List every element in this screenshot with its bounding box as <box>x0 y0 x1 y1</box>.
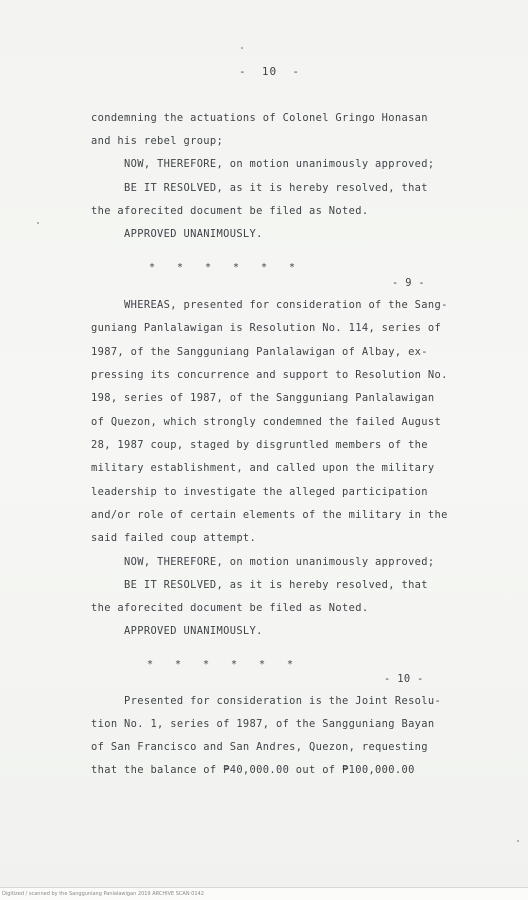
page-number: - 10 - <box>239 65 300 78</box>
separator-star: * <box>147 659 154 670</box>
text-line: of San Francisco and San Andres, Quezon, requesting <box>91 741 428 753</box>
text-line: 28, 1987 coup, staged by disgruntled members of the <box>91 439 428 451</box>
text-line: condemning the actuations of Colonel Gringo Honasan <box>91 112 428 124</box>
text-line: WHEREAS, presented for consideration of the Sang- <box>91 299 448 311</box>
text-line: of Quezon, which strongly condemned the failed August <box>91 416 442 428</box>
separator-star: * <box>175 659 182 670</box>
separator-star: * <box>287 659 294 670</box>
scan-footer: Digitized / scanned by the Sangguniang Panlalawigan 2019 ARCHIVE SCAN 0142 <box>0 887 528 900</box>
separator-star: * <box>289 262 296 273</box>
scan-speck <box>37 222 39 224</box>
separator-star: * <box>205 262 212 273</box>
scan-speck <box>517 840 519 842</box>
text-line: pressing its concurrence and support to Resolution No. <box>91 369 448 381</box>
text-line: said failed coup attempt. <box>91 532 257 544</box>
separator-star: * <box>261 262 268 273</box>
text-line: the aforecited document be filed as Noted. <box>91 205 369 217</box>
text-line: APPROVED UNANIMOUSLY. <box>91 228 263 240</box>
separator-star: * <box>177 262 184 273</box>
text-line: and/or role of certain elements of the military in the <box>91 509 448 521</box>
text-line: 1987, of the Sangguniang Panlalawigan of Albay, ex- <box>91 346 428 358</box>
item-number: - 10 - <box>384 673 424 685</box>
text-line: APPROVED UNANIMOUSLY. <box>91 625 263 637</box>
separator-star: * <box>233 262 240 273</box>
text-line: NOW, THEREFORE, on motion unanimously approved; <box>91 158 435 170</box>
text-line: and his rebel group; <box>91 135 224 147</box>
separator-star: * <box>203 659 210 670</box>
text-line: leadership to investigate the alleged participation <box>91 486 428 498</box>
separator-star: * <box>259 659 266 670</box>
text-line: tion No. 1, series of 1987, of the Sangguniang Bayan <box>91 718 435 730</box>
text-line: NOW, THEREFORE, on motion unanimously approved; <box>91 556 435 568</box>
text-line: military establishment, and called upon the military <box>91 462 435 474</box>
section-separator <box>122 646 315 683</box>
text-line: the aforecited document be filed as Noted. <box>91 602 369 614</box>
text-line: guniang Panlalawigan is Resolution No. 114, series of <box>91 322 442 334</box>
text-line: BE IT RESOLVED, as it is hereby resolved, that <box>91 579 428 591</box>
text-line: Presented for consideration is the Joint Resolu- <box>91 695 442 707</box>
text-line: 198, series of 1987, of the Sangguniang Panlalawigan <box>91 392 435 404</box>
section-separator <box>124 249 317 286</box>
text-line: BE IT RESOLVED, as it is hereby resolved, that <box>91 182 428 194</box>
separator-star: * <box>149 262 156 273</box>
separator-star: * <box>231 659 238 670</box>
text-line: that the balance of ₱40,000.00 out of ₱100,000.00 <box>91 764 415 776</box>
item-number: - 9 - <box>392 277 426 289</box>
scan-speck <box>241 47 243 49</box>
